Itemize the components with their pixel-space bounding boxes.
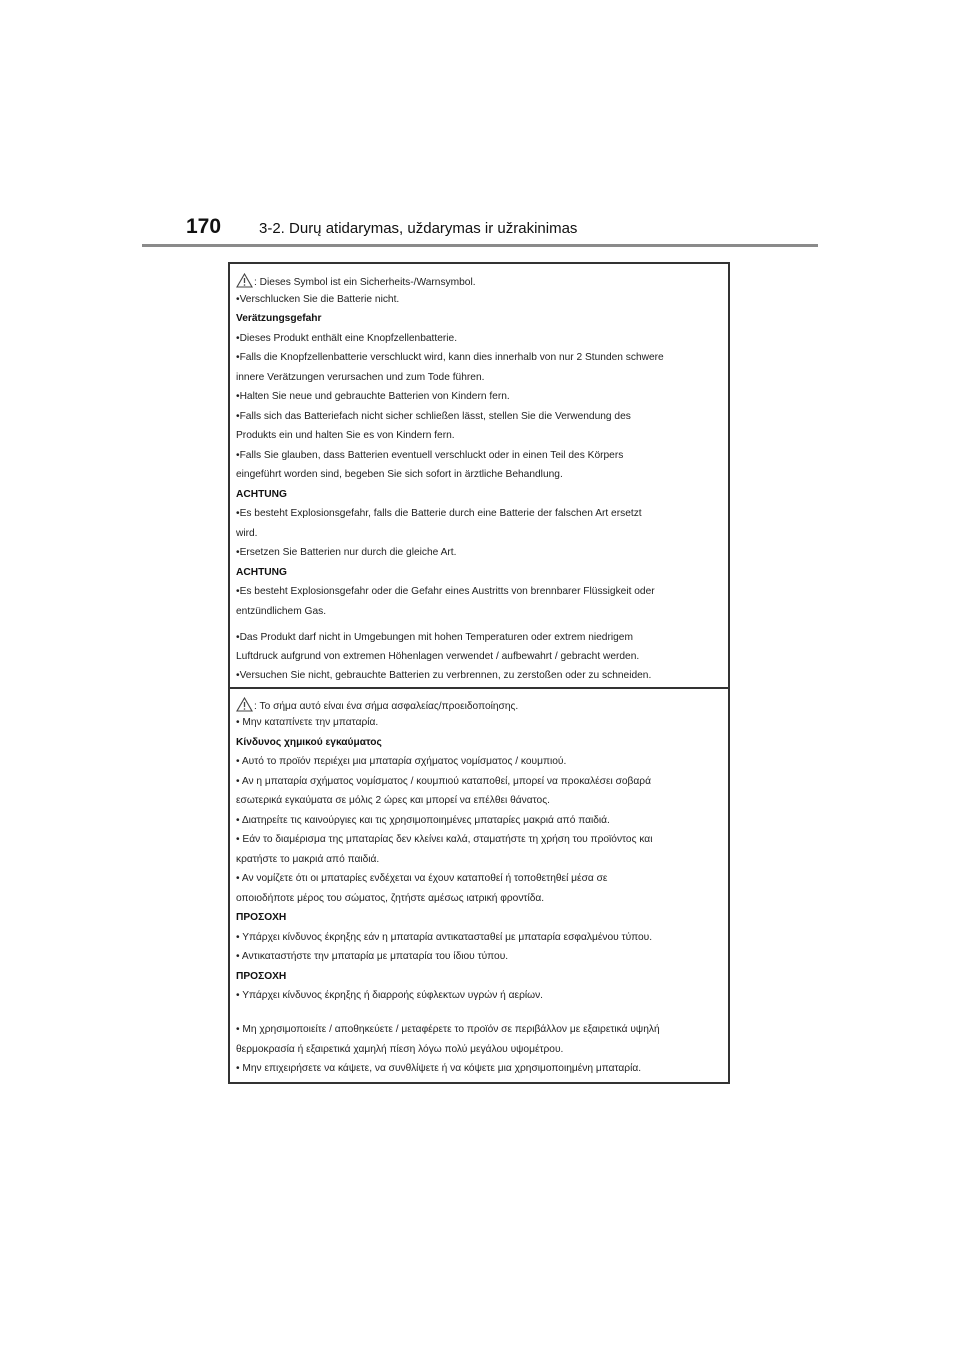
text-line: •Falls Sie glauben, dass Batterien eventuell verschluckt oder in einen Teil des Körpers <box>236 450 624 461</box>
text-line: Produkts ein und halten Sie es von Kindern fern. <box>236 430 455 441</box>
text-line: eingeführt worden sind, begeben Sie sich sofort in ärztliche Behandlung. <box>236 469 563 480</box>
subheading: ACHTUNG <box>236 567 287 578</box>
section-title: 3-2. Durų atidarymas, uždarymas ir užrakinimas <box>259 220 578 237</box>
text-line: • Μην επιχειρήσετε να κάψετε, να συνθλίψετε ή να κόψετε μια χρησιμοποιημένη μπαταρία. <box>236 1063 642 1074</box>
text-line: •Es besteht Explosionsgefahr oder die Gefahr eines Austritts von brennbarer Flüssigkeit oder <box>236 586 655 597</box>
warning-triangle-icon <box>236 273 253 288</box>
text-line: εσωτερικά εγκαύματα σε μόλις 2 ώρες και μπορεί να επέλθει θάνατος. <box>236 795 550 806</box>
text-line: •Halten Sie neue und gebrauchte Batterien von Kindern fern. <box>236 391 510 402</box>
text-line: • Αντικαταστήστε την μπαταρία με μπαταρία του ίδιου τύπου. <box>236 951 509 962</box>
subheading: ACHTUNG <box>236 489 287 500</box>
german-warning-panel <box>230 264 728 688</box>
greek-warning-panel <box>230 689 728 1084</box>
subheading: ΠΡΟΣΟΧΗ <box>236 971 287 982</box>
text-line: • Διατηρείτε τις καινούργιες και τις χρησιμοποιημένες μπαταρίες μακριά από παιδιά. <box>236 815 610 826</box>
text-line: Luftdruck aufgrund von extremen Höhenlagen verwendet / aufbewahrt / gebracht werden. <box>236 651 640 662</box>
text-line: • Υπάρχει κίνδυνος έκρηξης εάν η μπαταρία αντικατασταθεί με μπαταρία εσφαλμένου τύπου. <box>236 932 653 943</box>
warning-symbol-line: : Dieses Symbol ist ein Sicherheits-/Warnsymbol. <box>236 273 722 289</box>
header-rule <box>142 244 818 247</box>
text-line: • Εάν το διαμέρισμα της μπαταρίας δεν κλείνει καλά, σταματήστε τη χρήση του προϊόντος και <box>236 834 653 845</box>
text-line: • Μην καταπίνετε την μπαταρία. <box>236 717 379 728</box>
text-line: •Verschlucken Sie die Batterie nicht. <box>236 294 400 305</box>
text-line: •Falls sich das Batteriefach nicht sicher schließen lässt, stellen Sie die Verwendung des <box>236 411 631 422</box>
subheading: Verätzungsgefahr <box>236 313 322 324</box>
text-line: οποιοδήποτε μέρος του σώματος, ζητήστε αμέσως ιατρική φροντίδα. <box>236 893 545 904</box>
text-line: • Αν η μπαταρία σχήματος νομίσματος / κουμπιού καταποθεί, μπορεί να προκαλέσει σοβαρά <box>236 776 651 787</box>
subheading: Κίνδυνος χημικού εγκαύματος <box>236 737 382 748</box>
battery-warning-notice <box>228 262 730 1084</box>
text-line: innere Verätzungen verursachen und zum Tode führen. <box>236 372 485 383</box>
text-line: •Versuchen Sie nicht, gebrauchte Batterien zu verbrennen, zu zerstoßen oder zu schneiden. <box>236 670 652 681</box>
text-line: • Αυτό το προϊόν περιέχει μια μπαταρία σχήματος νομίσματος / κουμπιού. <box>236 756 567 767</box>
text-line: • Υπάρχει κίνδυνος έκρηξης ή διαρροής εύφλεκτων υγρών ή αερίων. <box>236 990 544 1001</box>
text-line: wird. <box>236 528 258 539</box>
text-line: • Μη χρησιμοποιείτε / αποθηκεύετε / μεταφέρετε το προϊόν σε περιβάλλον με εξαιρετικά υψηλή <box>236 1024 660 1035</box>
text-line: •Dieses Produkt enthält eine Knopfzellenbatterie. <box>236 333 458 344</box>
subheading: ΠΡΟΣΟΧΗ <box>236 912 287 923</box>
text-line: • Αν νομίζετε ότι οι μπαταρίες ενδέχεται να έχουν καταποθεί ή τοποθετηθεί μέσα σε <box>236 873 608 884</box>
text-line: •Das Produkt darf nicht in Umgebungen mit hohen Temperaturen oder extrem niedrigem <box>236 632 633 643</box>
page-number: 170 <box>186 215 222 238</box>
text-line: •Falls die Knopfzellenbatterie verschluckt wird, kann dies innerhalb von nur 2 Stunden schwere <box>236 352 664 363</box>
text-line: θερμοκρασία ή εξαιρετικά χαμηλή πίεση λόγω πολύ μεγάλου υψομέτρου. <box>236 1044 564 1055</box>
text-line: κρατήστε το μακριά από παιδιά. <box>236 854 380 865</box>
warning-triangle-icon <box>236 697 253 712</box>
text-line: entzündlichem Gas. <box>236 606 327 617</box>
text-line: •Ersetzen Sie Batterien nur durch die gleiche Art. <box>236 547 457 558</box>
text-line: •Es besteht Explosionsgefahr, falls die Batterie durch eine Batterie der falschen Art ersetzt <box>236 508 642 519</box>
warning-symbol-line: : Το σήμα αυτό είναι ένα σήμα ασφαλείας/προειδοποίησης. <box>236 697 722 713</box>
